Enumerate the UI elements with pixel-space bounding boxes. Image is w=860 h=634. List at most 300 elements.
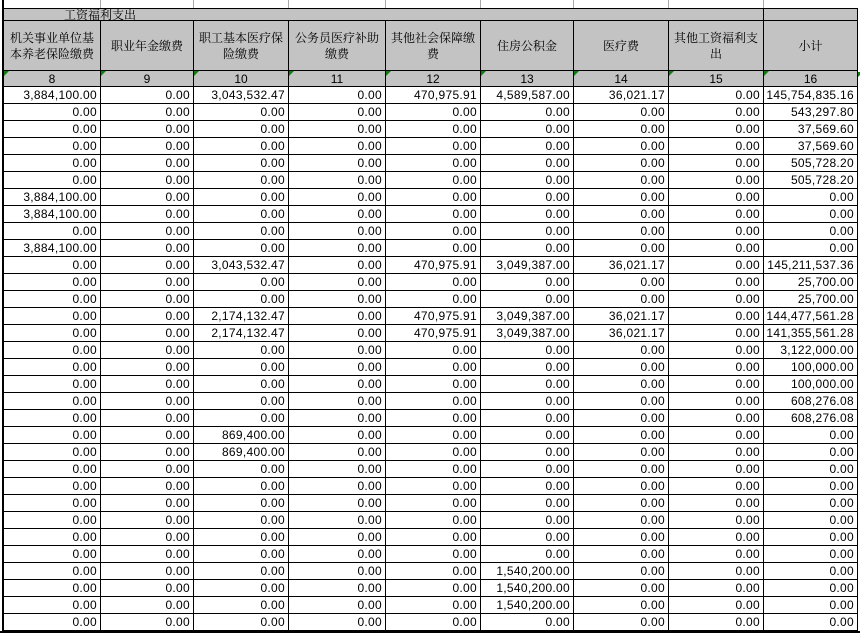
data-cell[interactable]: 0.00 <box>764 206 858 222</box>
data-cell[interactable]: 0.00 <box>481 614 574 630</box>
data-cell[interactable]: 0.00 <box>289 121 386 137</box>
data-cell[interactable]: 0.00 <box>289 291 386 307</box>
data-cell[interactable]: 0.00 <box>4 342 101 358</box>
data-cell[interactable]: 0.00 <box>481 291 574 307</box>
data-cell[interactable]: 0.00 <box>764 427 858 443</box>
data-cell[interactable]: 0.00 <box>481 342 574 358</box>
column-code-cell-14[interactable] <box>574 71 669 86</box>
data-cell[interactable]: 0.00 <box>481 121 574 137</box>
column-header-cell-8[interactable]: 机关事业单位基本养老保险缴费 <box>4 21 101 70</box>
data-cell[interactable]: 470,975.91 <box>386 87 481 103</box>
data-cell[interactable]: 0.00 <box>289 240 386 256</box>
data-cell[interactable]: 0.00 <box>101 206 194 222</box>
column-code-cell-15[interactable] <box>669 71 764 86</box>
data-cell[interactable]: 0.00 <box>101 291 194 307</box>
data-cell[interactable]: 0.00 <box>101 138 194 154</box>
data-cell[interactable]: 0.00 <box>764 240 858 256</box>
column-header-cell-14[interactable]: 医疗费 <box>574 21 669 70</box>
column-header-cell-10[interactable]: 职工基本医疗保险缴费 <box>194 21 289 70</box>
data-cell[interactable]: 0.00 <box>289 546 386 562</box>
column-header-cell-16[interactable]: 小计 <box>764 21 858 70</box>
data-cell[interactable]: 0.00 <box>669 291 764 307</box>
data-cell[interactable]: 0.00 <box>669 597 764 613</box>
data-cell[interactable]: 0.00 <box>574 546 669 562</box>
data-cell[interactable]: 0.00 <box>289 461 386 477</box>
data-cell[interactable]: 0.00 <box>669 444 764 460</box>
data-cell[interactable]: 0.00 <box>669 376 764 392</box>
data-cell[interactable]: 0.00 <box>574 223 669 239</box>
data-cell[interactable]: 0.00 <box>101 257 194 273</box>
data-cell[interactable]: 0.00 <box>574 495 669 511</box>
data-cell[interactable]: 0.00 <box>101 529 194 545</box>
data-cell[interactable]: 0.00 <box>101 461 194 477</box>
data-cell[interactable]: 0.00 <box>764 223 858 239</box>
data-cell[interactable]: 0.00 <box>669 410 764 426</box>
data-cell[interactable]: 0.00 <box>289 274 386 290</box>
data-cell[interactable]: 0.00 <box>4 376 101 392</box>
data-cell[interactable]: 0.00 <box>289 87 386 103</box>
column-code-cell-16[interactable] <box>764 71 858 86</box>
data-cell[interactable]: 0.00 <box>669 172 764 188</box>
data-cell[interactable]: 0.00 <box>4 308 101 324</box>
data-cell[interactable]: 0.00 <box>289 155 386 171</box>
data-cell[interactable]: 0.00 <box>574 478 669 494</box>
data-cell[interactable]: 0.00 <box>101 580 194 596</box>
data-cell[interactable]: 0.00 <box>4 512 101 528</box>
data-cell[interactable]: 0.00 <box>669 325 764 341</box>
data-cell[interactable]: 0.00 <box>386 206 481 222</box>
data-cell[interactable]: 0.00 <box>101 240 194 256</box>
data-cell[interactable]: 0.00 <box>289 376 386 392</box>
data-cell[interactable]: 1,540,200.00 <box>481 580 574 596</box>
data-cell[interactable]: 0.00 <box>4 529 101 545</box>
data-cell[interactable]: 0.00 <box>4 359 101 375</box>
data-cell[interactable]: 0.00 <box>481 410 574 426</box>
data-cell[interactable]: 0.00 <box>481 172 574 188</box>
data-cell[interactable]: 0.00 <box>386 427 481 443</box>
data-cell[interactable]: 0.00 <box>101 512 194 528</box>
data-cell[interactable]: 0.00 <box>669 495 764 511</box>
data-cell[interactable]: 0.00 <box>289 342 386 358</box>
data-cell[interactable]: 0.00 <box>764 563 858 579</box>
data-cell[interactable]: 0.00 <box>764 495 858 511</box>
data-cell[interactable]: 0.00 <box>386 580 481 596</box>
data-cell[interactable]: 145,754,835.16 <box>764 87 858 103</box>
data-cell[interactable]: 0.00 <box>194 376 289 392</box>
data-cell[interactable]: 0.00 <box>289 580 386 596</box>
data-cell[interactable]: 0.00 <box>194 342 289 358</box>
data-cell[interactable]: 0.00 <box>101 155 194 171</box>
column-header-cell-12[interactable]: 其他社会保障缴费 <box>386 21 481 70</box>
data-cell[interactable]: 0.00 <box>481 206 574 222</box>
data-cell[interactable]: 0.00 <box>4 410 101 426</box>
data-cell[interactable]: 0.00 <box>194 291 289 307</box>
data-cell[interactable]: 0.00 <box>101 342 194 358</box>
data-cell[interactable]: 505,728.20 <box>764 155 858 171</box>
data-cell[interactable]: 0.00 <box>481 461 574 477</box>
data-cell[interactable]: 0.00 <box>481 104 574 120</box>
data-cell[interactable]: 0.00 <box>386 274 481 290</box>
data-cell[interactable]: 0.00 <box>574 121 669 137</box>
data-cell[interactable]: 36,021.17 <box>574 308 669 324</box>
data-cell[interactable]: 0.00 <box>101 121 194 137</box>
data-cell[interactable]: 0.00 <box>669 121 764 137</box>
data-cell[interactable]: 0.00 <box>194 172 289 188</box>
data-cell[interactable]: 0.00 <box>669 461 764 477</box>
data-cell[interactable]: 0.00 <box>481 495 574 511</box>
data-cell[interactable]: 0.00 <box>4 444 101 460</box>
data-cell[interactable]: 0.00 <box>574 410 669 426</box>
data-cell[interactable]: 0.00 <box>289 172 386 188</box>
data-cell[interactable]: 0.00 <box>669 104 764 120</box>
data-cell[interactable]: 0.00 <box>481 274 574 290</box>
data-cell[interactable]: 0.00 <box>4 172 101 188</box>
data-cell[interactable]: 0.00 <box>4 614 101 630</box>
data-cell[interactable]: 0.00 <box>4 597 101 613</box>
data-cell[interactable]: 2,174,132.47 <box>194 308 289 324</box>
data-cell[interactable]: 0.00 <box>481 359 574 375</box>
data-cell[interactable]: 0.00 <box>194 495 289 511</box>
data-cell[interactable]: 0.00 <box>481 155 574 171</box>
data-cell[interactable]: 0.00 <box>386 376 481 392</box>
data-cell[interactable]: 608,276.08 <box>764 393 858 409</box>
data-cell[interactable]: 0.00 <box>574 172 669 188</box>
column-header-cell-11[interactable]: 公务员医疗补助缴费 <box>289 21 386 70</box>
data-cell[interactable]: 0.00 <box>289 495 386 511</box>
data-cell[interactable]: 0.00 <box>386 342 481 358</box>
data-cell[interactable]: 0.00 <box>101 172 194 188</box>
data-cell[interactable]: 100,000.00 <box>764 376 858 392</box>
data-cell[interactable]: 0.00 <box>386 189 481 205</box>
data-cell[interactable]: 0.00 <box>289 206 386 222</box>
data-cell[interactable]: 3,043,532.47 <box>194 257 289 273</box>
data-cell[interactable]: 0.00 <box>386 461 481 477</box>
data-cell[interactable]: 0.00 <box>386 614 481 630</box>
data-cell[interactable]: 0.00 <box>194 189 289 205</box>
data-cell[interactable]: 0.00 <box>4 563 101 579</box>
data-cell[interactable]: 0.00 <box>574 461 669 477</box>
data-cell[interactable]: 100,000.00 <box>764 359 858 375</box>
data-cell[interactable]: 0.00 <box>289 478 386 494</box>
data-cell[interactable]: 0.00 <box>4 257 101 273</box>
data-cell[interactable]: 0.00 <box>574 155 669 171</box>
data-cell[interactable]: 0.00 <box>669 359 764 375</box>
data-cell[interactable]: 0.00 <box>194 614 289 630</box>
section-empty-cell[interactable] <box>764 9 858 20</box>
column-code-cell-10[interactable] <box>194 71 289 86</box>
data-cell[interactable]: 0.00 <box>764 444 858 460</box>
data-cell[interactable]: 0.00 <box>101 104 194 120</box>
data-cell[interactable]: 0.00 <box>481 240 574 256</box>
data-cell[interactable]: 2,174,132.47 <box>194 325 289 341</box>
data-cell[interactable]: 0.00 <box>4 461 101 477</box>
data-cell[interactable]: 144,477,561.28 <box>764 308 858 324</box>
data-cell[interactable]: 0.00 <box>386 172 481 188</box>
column-code-cell-9[interactable] <box>101 71 194 86</box>
data-cell[interactable]: 0.00 <box>669 427 764 443</box>
data-cell[interactable]: 0.00 <box>386 529 481 545</box>
data-cell[interactable]: 0.00 <box>289 614 386 630</box>
data-cell[interactable]: 0.00 <box>289 410 386 426</box>
data-cell[interactable]: 0.00 <box>101 189 194 205</box>
data-cell[interactable]: 0.00 <box>101 563 194 579</box>
data-cell[interactable]: 3,884,100.00 <box>4 189 101 205</box>
data-cell[interactable]: 145,211,537.36 <box>764 257 858 273</box>
data-cell[interactable]: 0.00 <box>4 223 101 239</box>
data-cell[interactable]: 0.00 <box>574 206 669 222</box>
data-cell[interactable]: 0.00 <box>764 597 858 613</box>
column-header-cell-13[interactable]: 住房公积金 <box>481 21 574 70</box>
data-cell[interactable]: 37,569.60 <box>764 121 858 137</box>
data-cell[interactable]: 0.00 <box>669 308 764 324</box>
data-cell[interactable]: 1,540,200.00 <box>481 563 574 579</box>
data-cell[interactable]: 0.00 <box>101 376 194 392</box>
data-cell[interactable]: 0.00 <box>4 291 101 307</box>
data-cell[interactable]: 0.00 <box>764 614 858 630</box>
data-cell[interactable]: 0.00 <box>101 359 194 375</box>
data-cell[interactable]: 25,700.00 <box>764 291 858 307</box>
data-cell[interactable]: 0.00 <box>101 308 194 324</box>
data-cell[interactable]: 0.00 <box>386 410 481 426</box>
data-cell[interactable]: 3,884,100.00 <box>4 240 101 256</box>
data-cell[interactable]: 0.00 <box>386 478 481 494</box>
data-cell[interactable]: 3,122,000.00 <box>764 342 858 358</box>
data-cell[interactable]: 0.00 <box>669 393 764 409</box>
data-cell[interactable]: 0.00 <box>764 546 858 562</box>
data-cell[interactable]: 0.00 <box>574 563 669 579</box>
data-cell[interactable]: 0.00 <box>194 206 289 222</box>
column-code-cell-13[interactable] <box>481 71 574 86</box>
data-cell[interactable]: 0.00 <box>4 104 101 120</box>
data-cell[interactable]: 0.00 <box>481 427 574 443</box>
data-cell[interactable]: 0.00 <box>289 393 386 409</box>
data-cell[interactable]: 0.00 <box>289 189 386 205</box>
data-cell[interactable]: 0.00 <box>289 444 386 460</box>
data-cell[interactable]: 0.00 <box>669 189 764 205</box>
column-header-cell-9[interactable]: 职业年金缴费 <box>101 21 194 70</box>
data-cell[interactable]: 0.00 <box>669 87 764 103</box>
data-cell[interactable]: 0.00 <box>194 393 289 409</box>
data-cell[interactable]: 0.00 <box>386 121 481 137</box>
data-cell[interactable]: 1,540,200.00 <box>481 597 574 613</box>
data-cell[interactable]: 470,975.91 <box>386 257 481 273</box>
data-cell[interactable]: 0.00 <box>4 495 101 511</box>
data-cell[interactable]: 3,049,387.00 <box>481 257 574 273</box>
data-cell[interactable]: 0.00 <box>574 376 669 392</box>
section-title-cell[interactable] <box>4 9 764 20</box>
data-cell[interactable]: 0.00 <box>289 308 386 324</box>
data-cell[interactable]: 0.00 <box>669 546 764 562</box>
column-header-cell-15[interactable]: 其他工资福利支出 <box>669 21 764 70</box>
data-cell[interactable]: 0.00 <box>194 240 289 256</box>
data-cell[interactable]: 3,049,387.00 <box>481 308 574 324</box>
data-cell[interactable]: 0.00 <box>4 393 101 409</box>
data-cell[interactable]: 0.00 <box>101 546 194 562</box>
data-cell[interactable]: 0.00 <box>386 359 481 375</box>
data-cell[interactable]: 0.00 <box>4 121 101 137</box>
data-cell[interactable]: 0.00 <box>574 240 669 256</box>
data-cell[interactable]: 0.00 <box>764 189 858 205</box>
data-cell[interactable]: 0.00 <box>4 138 101 154</box>
data-cell[interactable]: 0.00 <box>574 614 669 630</box>
data-cell[interactable]: 0.00 <box>101 325 194 341</box>
data-cell[interactable]: 0.00 <box>4 274 101 290</box>
data-cell[interactable]: 0.00 <box>481 529 574 545</box>
data-cell[interactable]: 0.00 <box>101 597 194 613</box>
data-cell[interactable]: 0.00 <box>481 189 574 205</box>
data-cell[interactable]: 0.00 <box>574 444 669 460</box>
data-cell[interactable]: 3,049,387.00 <box>481 325 574 341</box>
data-cell[interactable]: 0.00 <box>289 359 386 375</box>
data-cell[interactable]: 0.00 <box>669 274 764 290</box>
data-cell[interactable]: 0.00 <box>574 393 669 409</box>
data-cell[interactable]: 0.00 <box>4 580 101 596</box>
data-cell[interactable]: 0.00 <box>289 223 386 239</box>
data-cell[interactable]: 0.00 <box>764 478 858 494</box>
data-cell[interactable]: 36,021.17 <box>574 87 669 103</box>
data-cell[interactable]: 0.00 <box>4 155 101 171</box>
data-cell[interactable]: 36,021.17 <box>574 325 669 341</box>
data-cell[interactable]: 0.00 <box>386 155 481 171</box>
data-cell[interactable]: 0.00 <box>669 512 764 528</box>
data-cell[interactable]: 0.00 <box>194 223 289 239</box>
data-cell[interactable]: 0.00 <box>574 104 669 120</box>
data-cell[interactable]: 3,043,532.47 <box>194 87 289 103</box>
data-cell[interactable]: 0.00 <box>194 410 289 426</box>
data-cell[interactable]: 0.00 <box>386 597 481 613</box>
data-cell[interactable]: 0.00 <box>101 223 194 239</box>
data-cell[interactable]: 0.00 <box>574 189 669 205</box>
data-cell[interactable]: 0.00 <box>289 104 386 120</box>
data-cell[interactable]: 0.00 <box>386 393 481 409</box>
data-cell[interactable]: 608,276.08 <box>764 410 858 426</box>
data-cell[interactable]: 0.00 <box>289 138 386 154</box>
data-cell[interactable]: 3,884,100.00 <box>4 206 101 222</box>
data-cell[interactable]: 0.00 <box>481 376 574 392</box>
data-cell[interactable]: 0.00 <box>289 597 386 613</box>
data-cell[interactable]: 0.00 <box>194 104 289 120</box>
data-cell[interactable]: 0.00 <box>4 478 101 494</box>
data-cell[interactable]: 0.00 <box>194 359 289 375</box>
data-cell[interactable]: 0.00 <box>669 240 764 256</box>
data-cell[interactable]: 0.00 <box>669 155 764 171</box>
data-cell[interactable]: 0.00 <box>764 529 858 545</box>
data-cell[interactable]: 0.00 <box>101 478 194 494</box>
data-cell[interactable]: 0.00 <box>669 138 764 154</box>
data-cell[interactable]: 0.00 <box>574 427 669 443</box>
data-cell[interactable]: 25,700.00 <box>764 274 858 290</box>
data-cell[interactable]: 0.00 <box>669 563 764 579</box>
data-cell[interactable]: 4,589,587.00 <box>481 87 574 103</box>
data-cell[interactable]: 0.00 <box>481 478 574 494</box>
data-cell[interactable]: 0.00 <box>574 291 669 307</box>
data-cell[interactable]: 141,355,561.28 <box>764 325 858 341</box>
data-cell[interactable]: 0.00 <box>669 614 764 630</box>
data-cell[interactable]: 0.00 <box>194 512 289 528</box>
column-code-cell-8[interactable] <box>4 71 101 86</box>
data-cell[interactable]: 0.00 <box>386 291 481 307</box>
data-cell[interactable]: 0.00 <box>194 274 289 290</box>
data-cell[interactable]: 0.00 <box>101 393 194 409</box>
data-cell[interactable]: 0.00 <box>289 512 386 528</box>
data-cell[interactable]: 0.00 <box>764 461 858 477</box>
data-cell[interactable]: 0.00 <box>289 257 386 273</box>
data-cell[interactable]: 0.00 <box>194 121 289 137</box>
data-cell[interactable]: 869,400.00 <box>194 444 289 460</box>
data-cell[interactable]: 0.00 <box>386 240 481 256</box>
data-cell[interactable]: 0.00 <box>101 614 194 630</box>
data-cell[interactable]: 0.00 <box>669 223 764 239</box>
data-cell[interactable]: 0.00 <box>574 512 669 528</box>
data-cell[interactable]: 0.00 <box>194 138 289 154</box>
data-cell[interactable]: 0.00 <box>669 529 764 545</box>
data-cell[interactable]: 0.00 <box>289 563 386 579</box>
data-cell[interactable]: 0.00 <box>194 580 289 596</box>
data-cell[interactable]: 0.00 <box>194 529 289 545</box>
data-cell[interactable]: 0.00 <box>101 427 194 443</box>
data-cell[interactable]: 0.00 <box>764 580 858 596</box>
data-cell[interactable]: 0.00 <box>481 512 574 528</box>
data-cell[interactable]: 0.00 <box>289 325 386 341</box>
data-cell[interactable]: 0.00 <box>574 274 669 290</box>
data-cell[interactable]: 0.00 <box>386 444 481 460</box>
data-cell[interactable]: 0.00 <box>481 393 574 409</box>
column-code-cell-11[interactable] <box>289 71 386 86</box>
data-cell[interactable]: 0.00 <box>386 546 481 562</box>
data-cell[interactable]: 0.00 <box>481 223 574 239</box>
data-cell[interactable]: 0.00 <box>669 580 764 596</box>
data-cell[interactable]: 0.00 <box>101 495 194 511</box>
data-cell[interactable]: 0.00 <box>101 444 194 460</box>
data-cell[interactable]: 0.00 <box>481 444 574 460</box>
data-cell[interactable]: 0.00 <box>194 546 289 562</box>
data-cell[interactable]: 869,400.00 <box>194 427 289 443</box>
data-cell[interactable]: 0.00 <box>574 529 669 545</box>
data-cell[interactable]: 0.00 <box>386 495 481 511</box>
data-cell[interactable]: 0.00 <box>194 461 289 477</box>
data-cell[interactable]: 0.00 <box>4 546 101 562</box>
data-cell[interactable]: 0.00 <box>194 563 289 579</box>
data-cell[interactable]: 0.00 <box>386 104 481 120</box>
column-code-cell-12[interactable] <box>386 71 481 86</box>
data-cell[interactable]: 0.00 <box>574 359 669 375</box>
data-cell[interactable]: 543,297.80 <box>764 104 858 120</box>
data-cell[interactable]: 0.00 <box>574 138 669 154</box>
data-cell[interactable]: 0.00 <box>481 546 574 562</box>
data-cell[interactable]: 0.00 <box>481 138 574 154</box>
data-cell[interactable]: 36,021.17 <box>574 257 669 273</box>
data-cell[interactable]: 0.00 <box>669 478 764 494</box>
data-cell[interactable]: 0.00 <box>194 597 289 613</box>
data-cell[interactable]: 0.00 <box>386 223 481 239</box>
data-cell[interactable]: 0.00 <box>289 529 386 545</box>
data-cell[interactable]: 0.00 <box>574 597 669 613</box>
data-cell[interactable]: 0.00 <box>764 512 858 528</box>
data-cell[interactable]: 470,975.91 <box>386 308 481 324</box>
data-cell[interactable]: 0.00 <box>574 342 669 358</box>
data-cell[interactable]: 3,884,100.00 <box>4 87 101 103</box>
data-cell[interactable]: 470,975.91 <box>386 325 481 341</box>
data-cell[interactable]: 0.00 <box>386 512 481 528</box>
data-cell[interactable]: 0.00 <box>194 155 289 171</box>
data-cell[interactable]: 0.00 <box>386 138 481 154</box>
data-cell[interactable]: 0.00 <box>194 478 289 494</box>
data-cell[interactable]: 0.00 <box>386 563 481 579</box>
data-cell[interactable]: 0.00 <box>574 580 669 596</box>
data-cell[interactable]: 0.00 <box>101 87 194 103</box>
data-cell[interactable]: 37,569.60 <box>764 138 858 154</box>
data-cell[interactable]: 0.00 <box>669 206 764 222</box>
